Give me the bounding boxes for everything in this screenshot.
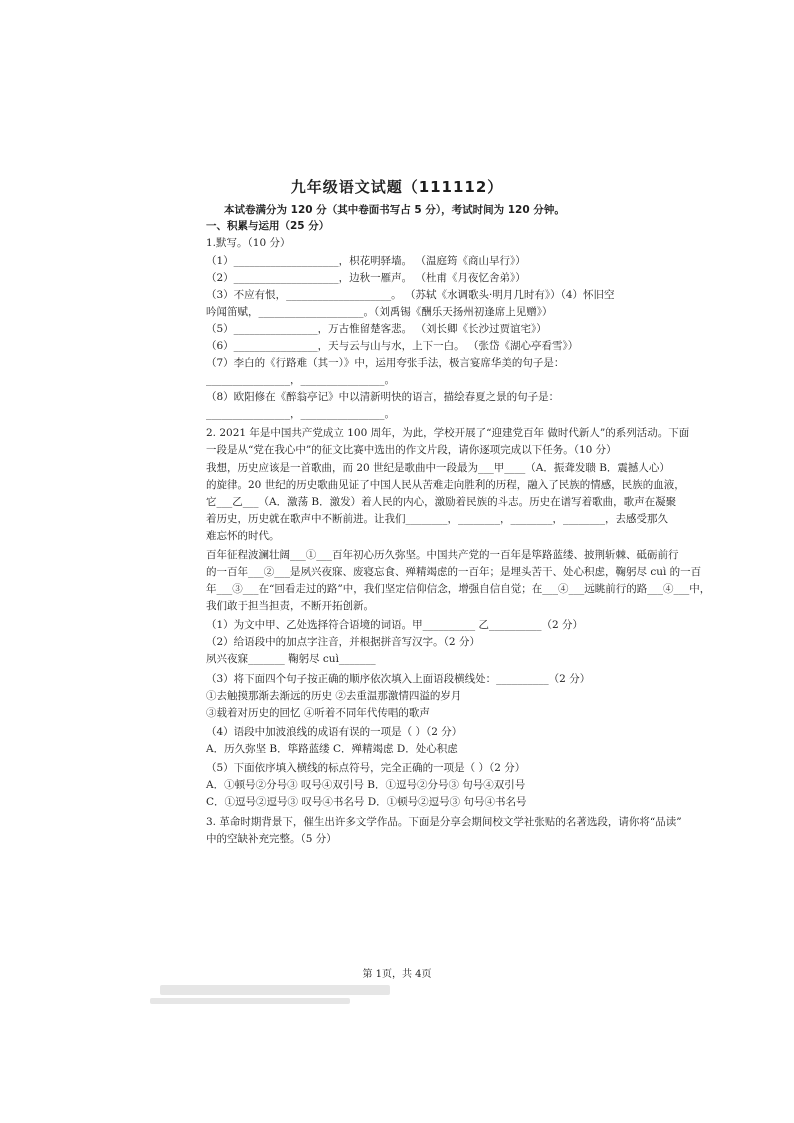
q2-line: 的旋律。20 世纪的历史歌曲见证了中国人民从苦难走向胜利的历程，融入了民族的情感，民族的血液， [206, 479, 685, 491]
exam-intro: 本试卷满分为 120 分（其中卷面书写占 5 分），考试时间为 120 分钟。 [224, 204, 565, 216]
scan-smudge [150, 998, 350, 1004]
q1-line: （2）____________________，边秋一雁声。 （杜甫《月夜忆舍弟》） [206, 272, 526, 284]
q2-line: 一段是从“党在我心中”的征文比赛中选出的作文片段，请你逐项完成以下任务。（10 分） [206, 444, 617, 456]
scan-smudge [160, 985, 390, 995]
q2-line: ③载着对历史的回忆 ④听着不同年代传唱的歌声 [206, 707, 430, 719]
q2-line: （3）将下面四个句子按正确的顺序依次填入上面语段横线处：__________（2 分） [206, 673, 591, 685]
q2-line: 2. 2021 年是中国共产党成立 100 周年，为此，学校开展了“迎建党百年 做时代新人”的系列活动。下面 [206, 427, 690, 439]
q2-line: ①去触摸那渐去渐远的历史 ②去重温那激情四溢的岁月 [206, 690, 462, 702]
q1-line: （3）不应有恨，____________________。 （苏轼《水调歌头·明月几时有》）（4）怀旧空 [206, 289, 615, 301]
q2-line: 中的空缺补充完整。（5 分） [206, 833, 337, 845]
q2-line: 夙兴夜寐_______ 鞠躬尽 cuì_______ [206, 653, 376, 665]
q2-line: 百年征程波澜壮阔___①___百年初心历久弥坚。中国共产党的一百年是筚路蓝缕、披荆斩棘、砥砺前行 [206, 549, 679, 561]
q1-line: （5）________________，万古惟留楚客悲。 （刘长卿《长沙过贾谊宅》） [206, 323, 547, 335]
q2-line: 着历史，历史就在歌声中不断前进。让我们________，________，________，________，去感受那久 [206, 513, 668, 525]
q1-line: （6）________________，天与云与山与水，上下一白。 （张岱《湖心亭看雪》） [206, 340, 579, 352]
q1-line: （1）____________________，枳花明驿墙。 （温庭筠《商山早行》） [206, 255, 526, 267]
q2-line: 难忘怀的时代。 [206, 530, 280, 542]
q2-line: 它___乙___（A．激荡 B．激发）着人民的内心，激励着民族的斗志。历史在谱写着歌曲，歌声在凝聚 [206, 496, 677, 508]
q1-line: ________________，________________。 [206, 374, 395, 386]
q1-line: 吟闻笛赋，____________________。（刘禹锡《酬乐天扬州初逢席上见赠》） [206, 306, 553, 318]
section-heading: 一、积累与运用（25 分） [206, 220, 330, 232]
q2-line: 我想，历史应该是一首歌曲，而 20 世纪是歌曲中一段最为___甲____（A．振聋发聩 B．震撼人心） [206, 462, 670, 474]
q1-line: ________________，________________。 [206, 408, 395, 420]
q2-line: 的一百年___②___是夙兴夜寐、废寝忘食、殚精竭虑的一百年；是埋头苦干、处心积虑，鞠躬尽 cuì 的一百 [206, 566, 702, 578]
q2-line: 我们敢于担当担责，不断开拓创新。 [206, 600, 374, 612]
q2-line: A．历久弥坚 B．筚路蓝缕 C．殚精竭虑 D．处心积虑 [206, 743, 458, 755]
q2-line: 年___③___在“回看走过的路”中，我们坚定信仰信念，增强自信自觉；在___④___远眺前行的路___④___中， [206, 583, 711, 595]
q2-line: 3. 革命时期背景下，催生出许多文学作品。下面是分享会期间校文学社张贴的名著选段，请你将“品读” [206, 816, 682, 828]
exam-title: 九年级语文试题（111112） [290, 178, 504, 196]
q2-line: （1）为文中甲、乙处选择符合语境的词语。甲__________ 乙__________（2 分） [206, 619, 584, 631]
q1-line: （8）欧阳修在《醉翁亭记》中以清新明快的语言，描绘春夏之景的句子是： [206, 391, 560, 403]
q2-line: C．①逗号②逗号③ 叹号④书名号 D．①顿号②逗号③ 句号④书名号 [206, 796, 527, 808]
question-1-heading: 1.默写。（10 分） [206, 237, 291, 249]
q2-line: （4）语段中加波浪线的成语有误的一项是（ ）（2 分） [206, 726, 463, 738]
q2-line: （2）给语段中的加点字注音，并根据拼音写汉字。（2 分） [206, 636, 480, 648]
q1-line: （7）李白的《行路难（其一）》中，运用夸张手法，极言宴席华美的句子是： [206, 357, 565, 369]
page-footer: 第 1页，共 4页 [362, 969, 432, 980]
q2-line: （5）下面依序填入横线的标点符号，完全正确的一项是（ ）（2 分） [206, 762, 526, 774]
q2-line: A．①顿号②分号③ 叹号④双引号 B．①逗号②分号③ 句号④双引号 [206, 779, 526, 791]
